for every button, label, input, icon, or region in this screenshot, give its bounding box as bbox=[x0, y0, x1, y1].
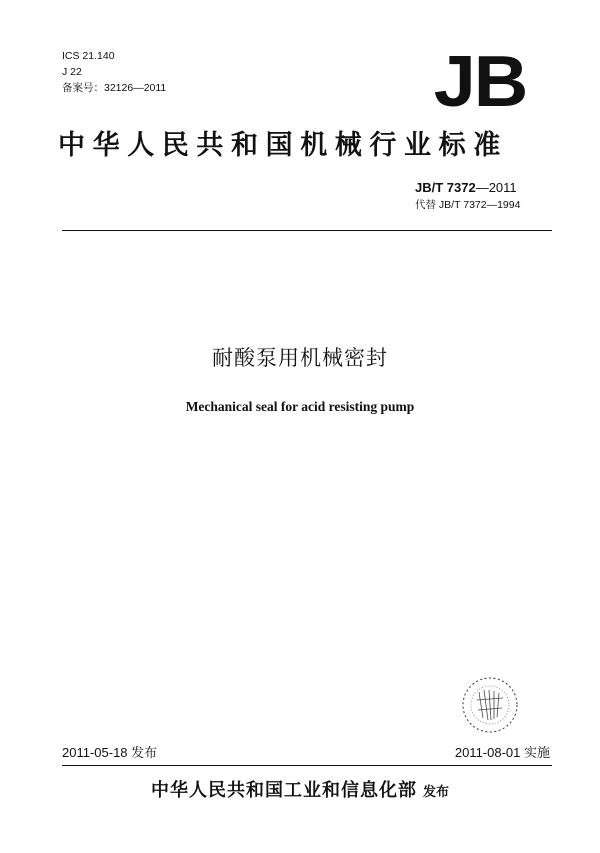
standard-code bbox=[415, 180, 517, 195]
ics-code: ICS 21.140 bbox=[62, 50, 115, 62]
jb-logo: JB bbox=[433, 42, 527, 122]
publisher-suffix: 发布 bbox=[422, 785, 449, 800]
publisher-name: 中华人民共和国工业和信息化部 bbox=[150, 780, 417, 801]
header-divider bbox=[62, 230, 552, 231]
document-title-english: Mechanical seal for acid resisting pump bbox=[185, 399, 415, 414]
footer-divider bbox=[62, 765, 552, 766]
document-title-chinese: 耐酸泵用机械密封 bbox=[212, 346, 388, 370]
record-number: 备案号：32126—2011 bbox=[62, 82, 167, 94]
standard-code-year: —2011 bbox=[475, 180, 517, 195]
implementation-date: 2011-08-01 实施 bbox=[454, 745, 550, 760]
publisher bbox=[0, 778, 600, 806]
replaces-standard: 代替 JB/T 7372—1994 bbox=[415, 199, 521, 211]
ccs-code: J 22 bbox=[62, 66, 82, 78]
seal-stamp-icon bbox=[455, 670, 525, 740]
standard-category-title: 中华人民共和国机械行业标准 bbox=[58, 130, 508, 161]
issue-date: 2011-05-18 发布 bbox=[62, 745, 158, 760]
standard-code-number: JB/T 7372 bbox=[415, 180, 476, 195]
